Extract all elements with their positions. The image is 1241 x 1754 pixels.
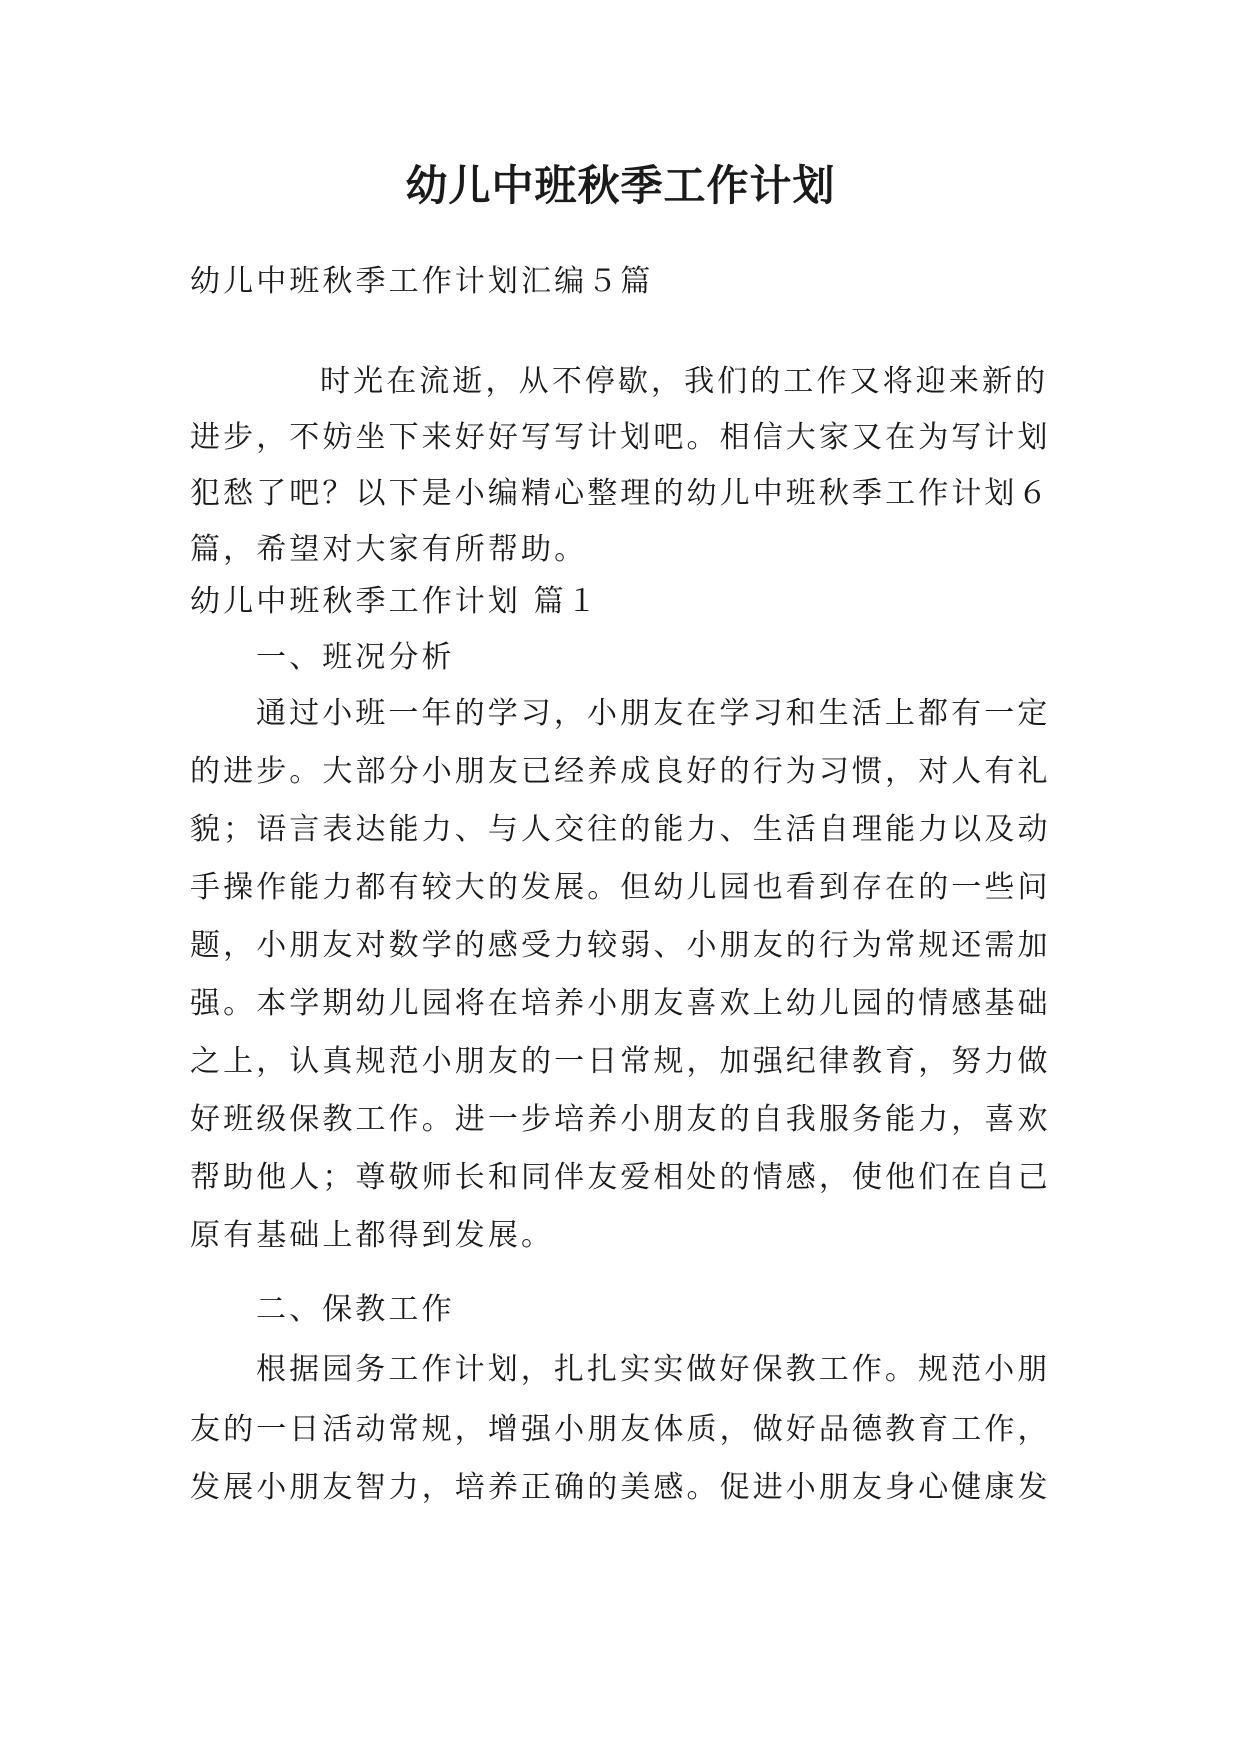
intro-line: 时光在流逝，从不停歇，我们的工作又将迎来新的 — [320, 364, 1049, 399]
body-line: 根据园务工作计划，扎扎实实做好保教工作。规范小朋 — [256, 1352, 1051, 1387]
body-line: 强。本学期幼儿园将在培养小朋友喜欢上幼儿园的情感基础 — [190, 986, 1051, 1021]
body-line: 之上，认真规范小朋友的一日常规，加强纪律教育，努力做 — [190, 1044, 1051, 1079]
subsection-heading: 一、班况分析 — [256, 640, 455, 675]
body-line: 原有基础上都得到发展。 — [190, 1218, 555, 1253]
body-line: 好班级保教工作。进一步培养小朋友的自我服务能力，喜欢 — [190, 1102, 1051, 1137]
body-line: 题，小朋友对数学的感受力较弱、小朋友的行为常规还需加 — [190, 928, 1051, 963]
intro-line: 篇，希望对大家有所帮助。 — [190, 532, 588, 567]
intro-line: 犯愁了吧？以下是小编精心整理的幼儿中班秋季工作计划６ — [190, 476, 1051, 511]
body-line: 手操作能力都有较大的发展。但幼儿园也看到存在的一些问 — [190, 870, 1051, 905]
body-line: 发展小朋友智力，培养正确的美感。促进小朋友身心健康发 — [190, 1470, 1051, 1505]
body-line: 通过小班一年的学习，小朋友在学习和生活上都有一定 — [256, 696, 1051, 731]
body-line: 友的一日活动常规，增强小朋友体质，做好品德教育工作， — [190, 1412, 1051, 1447]
intro-line: 进步，不妨坐下来好好写写计划吧。相信大家又在为写计划 — [190, 420, 1051, 455]
subsection-heading: 二、保教工作 — [256, 1292, 455, 1327]
document-title: 幼儿中班秋季工作计划 — [405, 161, 836, 210]
body-line: 貌；语言表达能力、与人交往的能力、生活自理能力以及动 — [190, 812, 1051, 847]
body-line: 的进步。大部分小朋友已经养成良好的行为习惯，对人有礼 — [190, 754, 1051, 789]
subtitle-line: 幼儿中班秋季工作计划汇编５篇 — [190, 264, 654, 299]
body-line: 帮助他人；尊敬师长和同伴友爱相处的情感，使他们在自己 — [190, 1160, 1051, 1195]
section-heading: 幼儿中班秋季工作计划 篇１ — [190, 584, 600, 619]
